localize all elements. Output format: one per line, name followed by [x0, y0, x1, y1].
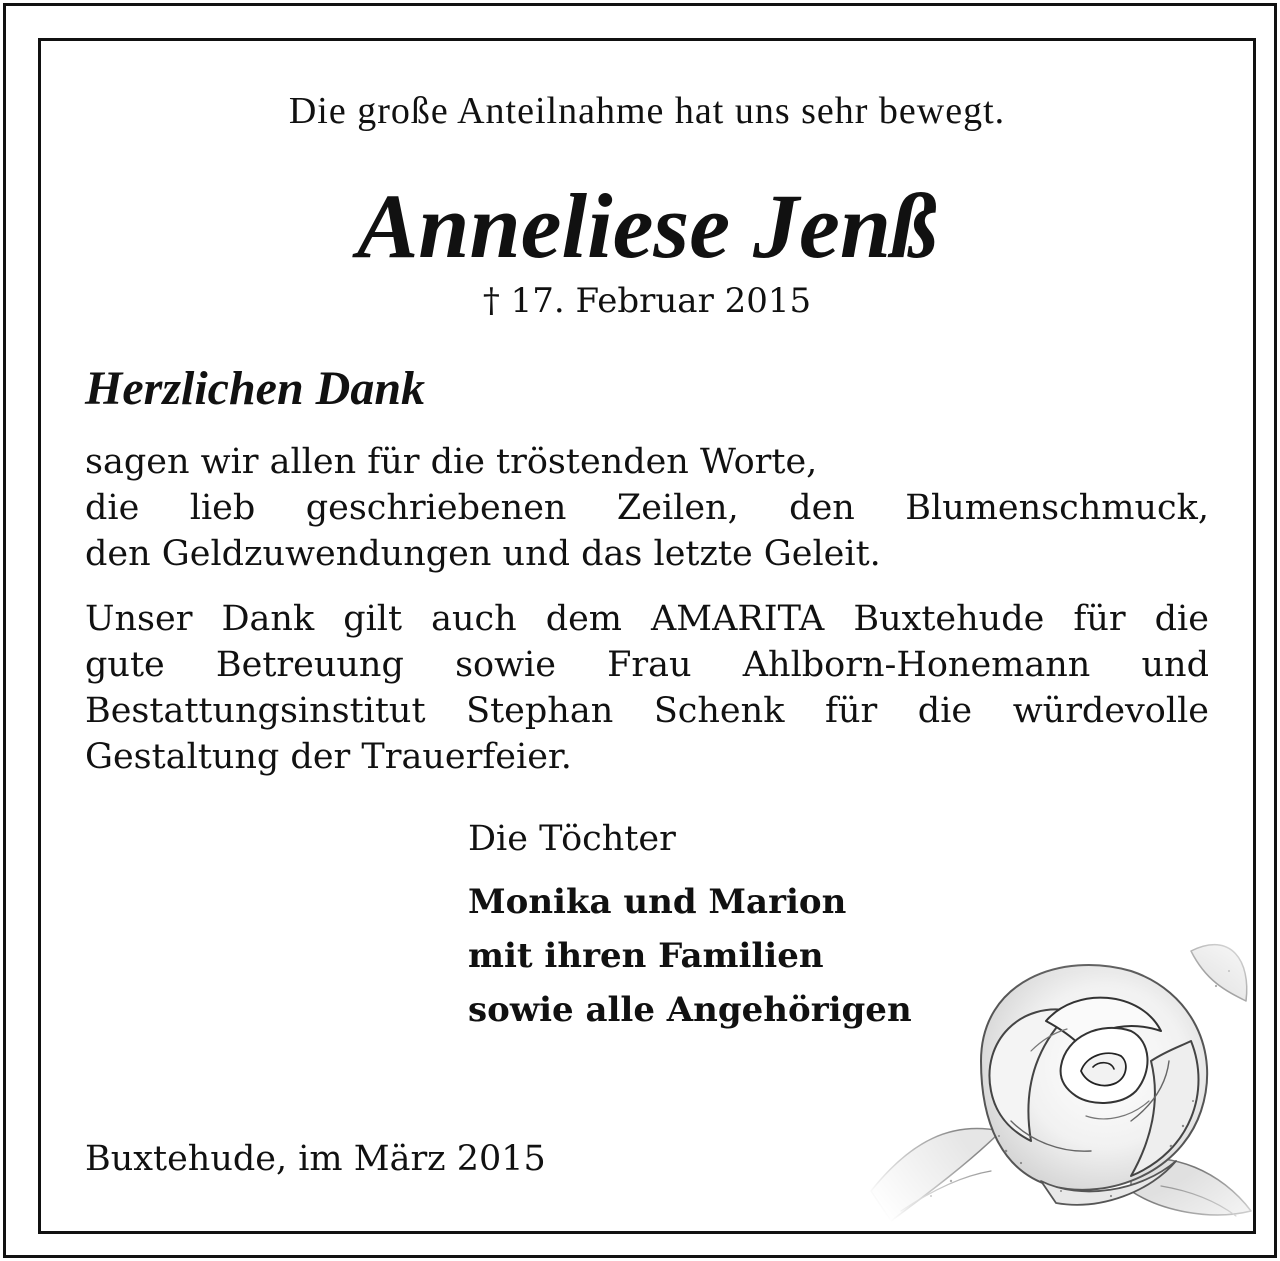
word: Bestattungsinstitut: [85, 691, 426, 731]
word: die: [1154, 599, 1209, 639]
paragraph-line: [85, 688, 1209, 734]
word: die: [85, 488, 140, 528]
word: und: [1141, 645, 1209, 685]
word: Zeilen,: [616, 488, 739, 528]
word: geschriebenen: [305, 488, 567, 528]
thanks-paragraph-1: [85, 439, 1209, 577]
signature-line: mit ihren Familien: [468, 936, 824, 976]
deceased-name: Anneliese Jenß: [356, 175, 938, 277]
paragraph-line: sagen wir allen für die tröstenden Worte,: [85, 442, 818, 482]
word: Unser: [85, 599, 193, 639]
word: Blumenschmuck,: [905, 488, 1209, 528]
word: lieb: [189, 488, 256, 528]
notice-header: Die große Anteilnahme hat uns sehr bewegt.: [288, 90, 1006, 132]
word: dem: [545, 599, 622, 639]
signature-line: Monika und Marion: [468, 882, 847, 922]
word: würdevolle: [1012, 691, 1209, 731]
word: Stephan: [466, 691, 614, 731]
notice-frame: [38, 38, 1256, 1234]
outer-border: [3, 3, 1277, 1258]
word: Frau: [607, 645, 692, 685]
word: den: [789, 488, 855, 528]
word: Schenk: [653, 691, 785, 731]
word: gilt: [343, 599, 403, 639]
word: Dank: [221, 599, 315, 639]
paragraph-line: [85, 596, 1209, 642]
word: für: [1073, 599, 1126, 639]
paragraph-line: den Geldzuwendungen und das letzte Geleit.: [85, 534, 881, 574]
word: Betreuung: [215, 645, 404, 685]
signature-intro: Die Töchter: [468, 819, 676, 859]
word: sowie: [455, 645, 556, 685]
word: auch: [431, 599, 517, 639]
word: die: [917, 691, 973, 731]
place-date: Buxtehude, im März 2015: [85, 1139, 546, 1179]
word: AMARITA: [651, 599, 825, 639]
rose-illustration: [831, 891, 1253, 1231]
word: für: [824, 691, 878, 731]
paragraph-line: [85, 642, 1209, 688]
word: Buxtehude: [853, 599, 1045, 639]
paragraph-line: [85, 485, 1209, 531]
signature-line: sowie alle Angehörigen: [468, 990, 912, 1030]
death-date: † 17. Februar 2015: [482, 281, 812, 321]
word: gute: [85, 645, 165, 685]
thanks-paragraph-2: [85, 596, 1209, 780]
word: Ahlborn-Honemann: [742, 645, 1091, 685]
paragraph-line: Gestaltung der Trauerfeier.: [85, 737, 572, 777]
thanks-heading: Herzlichen Dank: [85, 362, 426, 415]
